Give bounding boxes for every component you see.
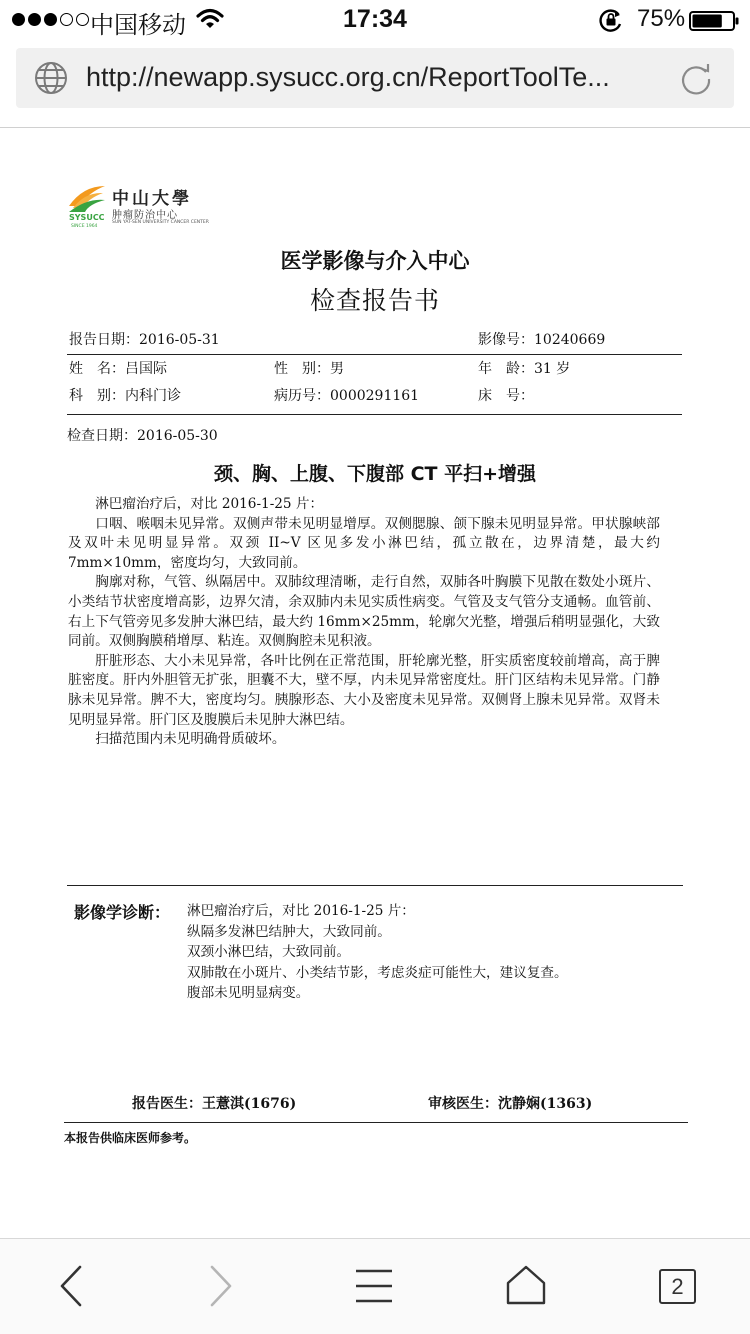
report-document (0, 128, 750, 1238)
divider-line (64, 1122, 688, 1123)
home-icon[interactable] (505, 1264, 547, 1306)
signal-dot (12, 13, 25, 26)
logo-mark-icon (67, 184, 107, 214)
exam-title: 颈、胸、上腹、下腹部 CT 平扫+增强 (213, 463, 537, 485)
signal-dot (76, 13, 89, 26)
patient-name: 姓 名：吕国际 (69, 361, 167, 377)
findings-paragraph: 肝脏形态、大小未见异常，各叶比例在正常范围，肝轮廓光整，肝实质密度较前增高，高于脾脏密度。肝内外胆管无扩张，胆囊不大，壁不厚，内未见异常密度灶。肝门区结构未见异常。门静脉未见异常。脾不大，密度均匀。胰腺形态、大小及密度未见异常。双侧肾上腺未见异常。双肾未见明显异常。肝门区及腹膜后未见肿大淋巴结。 (68, 652, 660, 728)
carrier-name: 中国移动 (90, 11, 186, 39)
document-title: 检查报告书 (309, 286, 440, 315)
rotation-lock-icon (598, 8, 624, 32)
diagnosis-line: 淋巴瘤治疗后，对比 2016-1-25 片： (187, 903, 415, 919)
divider-line (67, 885, 683, 886)
browser-toolbar (0, 1238, 750, 1334)
battery-percent: 75% (637, 5, 686, 32)
patient-age: 年 龄：31 岁 (478, 361, 571, 377)
findings-paragraph: 口咽、喉咽未见异常。双侧声带未见明显增厚。双侧腮腺、颌下腺未见明显异常。甲状腺峡部及双叶未见明显异常。双颈 II~V 区见多发小淋巴结，孤立散在，边界清楚，最大约 7mm×10mm，密度均匀，大致同前。 (68, 515, 660, 571)
reload-icon[interactable] (678, 60, 714, 96)
record-number: 病历号：0000291161 (274, 388, 420, 404)
hospital-logo (67, 184, 207, 234)
logo-name: 中山大學 (112, 189, 192, 209)
diagnosis-line: 纵隔多发淋巴结肿大，大致同前。 (187, 923, 391, 940)
logo-brand: SYSUCC (69, 213, 105, 222)
findings-text (68, 495, 660, 750)
diagnosis-text (187, 901, 568, 1004)
divider-line (67, 414, 682, 415)
wifi-icon (196, 8, 224, 30)
patient-gender: 性 别：男 (274, 361, 344, 377)
findings-paragraph: 淋巴瘤治疗后，对比 2016-1-25 片： (95, 496, 324, 512)
signal-dot (60, 13, 73, 26)
exam-date: 检查日期：2016-05-30 (67, 428, 218, 444)
forward-icon[interactable] (206, 1263, 236, 1309)
image-number: 影像号：10240669 (478, 332, 606, 348)
diagnosis-line: 双颈小淋巴结，大致同前。 (187, 944, 351, 960)
logo-english: SUN YAT-SEN UNIVERSITY CANCER CENTER (112, 220, 209, 225)
department-field: 科 别：内科门诊 (69, 388, 181, 404)
bed-number: 床 号： (478, 388, 534, 404)
address-bar[interactable] (16, 48, 734, 108)
report-date: 报告日期：2016-05-31 (69, 332, 220, 348)
back-icon[interactable] (56, 1263, 86, 1309)
report-note: 本报告供临床医师参考。 (64, 1131, 197, 1145)
divider-line (67, 354, 682, 355)
findings-paragraph: 扫描范围内未见明确骨质破坏。 (95, 731, 286, 748)
url-text[interactable]: http://newapp.sysucc.org.cn/ReportToolTe... (86, 62, 610, 92)
findings-paragraph: 胸廓对称，气管、纵隔居中。双肺纹理清晰，走行自然，双肺各叶胸膜下见散在数处小斑片、小类结节状密度增高影，边界欠清，余双肺内未见实质性病变。气管及支气管分支通畅。血管前、右上下气管旁见多发肿大淋巴结，最大约 16mm×25mm，轮廓欠光整，增强后稍明显强化，大致同前。双侧胸膜稍增厚、粘连。双侧胸腔未见积液。 (68, 574, 660, 650)
globe-icon (34, 61, 68, 95)
tab-count-button[interactable]: 2 (659, 1269, 696, 1304)
signal-strength-icon (12, 13, 89, 26)
department-name: 医学影像与介入中心 (280, 249, 470, 273)
reporting-doctor: 报告医生：王薏淇(1676) (132, 1096, 297, 1112)
diagnosis-line: 腹部未见明显病变。 (187, 985, 310, 1001)
status-bar (0, 0, 750, 40)
reviewing-doctor: 审核医生：沈静娴(1363) (428, 1096, 593, 1112)
diagnosis-line: 双肺散在小斑片、小类结节影，考虑炎症可能性大，建议复查。 (187, 964, 568, 981)
signal-dot (28, 13, 41, 26)
battery-icon (689, 11, 739, 31)
diagnosis-label: 影像学诊断： (74, 903, 171, 922)
logo-since: SINCE 1964 (71, 224, 98, 229)
menu-icon[interactable] (354, 1268, 394, 1304)
status-time: 17:34 (343, 5, 407, 33)
signal-dot (44, 13, 57, 26)
logo-subtitle: 肿瘤防治中心 (112, 210, 178, 221)
